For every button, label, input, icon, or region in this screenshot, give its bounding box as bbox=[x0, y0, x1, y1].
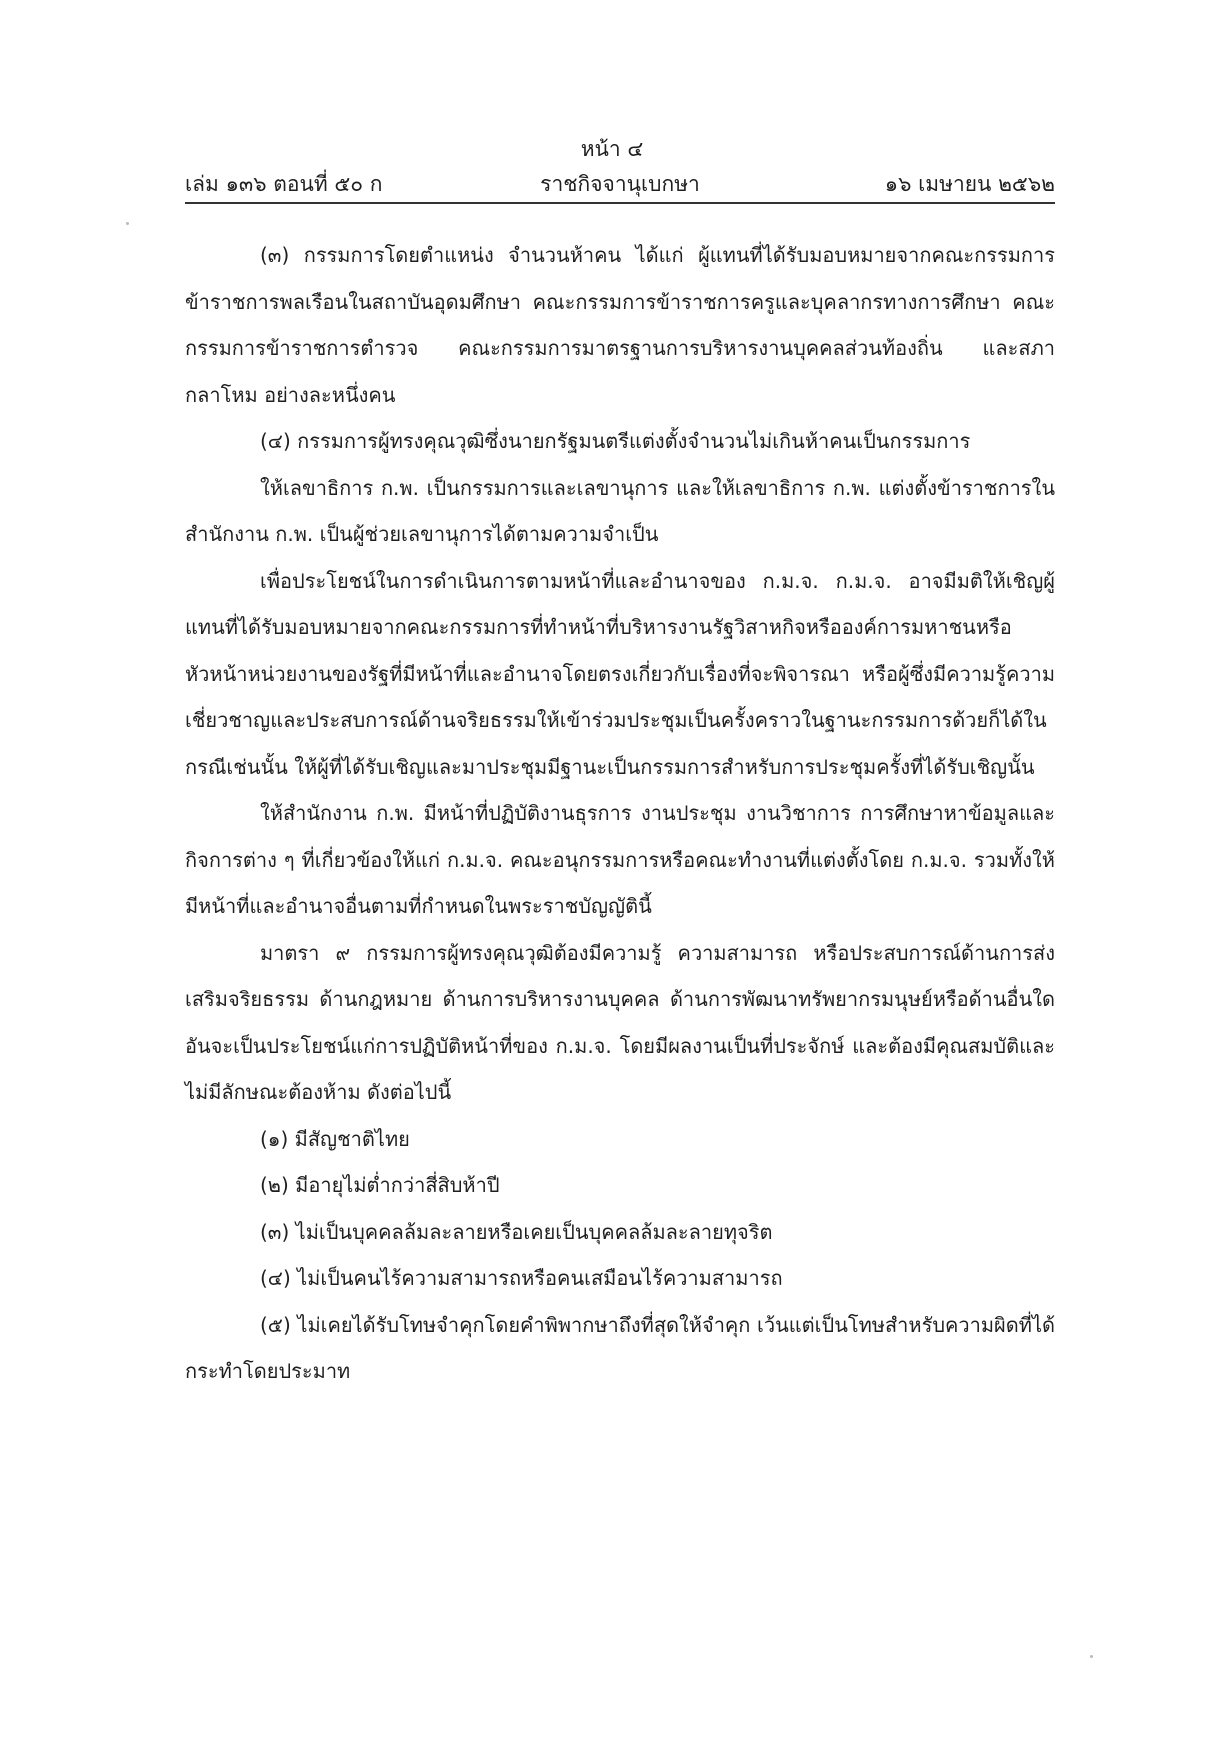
paragraph-office-duties: ให้สำนักงาน ก.พ. มีหน้าที่ปฏิบัติงานธุรการ งานประชุม งานวิชาการ การศึกษาหาข้อมูลและกิจการต่าง ๆ ที่เกี่ยวข้องให้แก่ ก.ม.จ. คณะอนุกรรมการหรือคณะทำงานที่แต่งตั้งโดย ก.ม.จ. รวมทั้งให้มีหน้าที่และอำนาจอื่นตามที่กำหนดในพระราชบัญญัตินี้ bbox=[185, 801, 1055, 918]
paragraph-clause-4: (๔) กรรมการผู้ทรงคุณวุฒิซึ่งนายกรัฐมนตรีแต่งตั้งจำนวนไม่เกินห้าคนเป็นกรรมการ bbox=[260, 429, 971, 453]
list-item-qualification-2: (๒) มีอายุไม่ต่ำกว่าสี่สิบห้าปี bbox=[260, 1173, 500, 1197]
list-item-qualification-4: (๔) ไม่เป็นคนไร้ความสามารถหรือคนเสมือนไร้ความสามารถ bbox=[260, 1266, 783, 1290]
paragraph-secretary: ให้เลขาธิการ ก.พ. เป็นกรรมการและเลขานุการ และให้เลขาธิการ ก.พ. แต่งตั้งข้าราชการในสำนักงาน ก.พ. เป็นผู้ช่วยเลขานุการได้ตามความจำเป็น bbox=[185, 475, 1055, 546]
page-number: หน้า ๔ bbox=[580, 137, 644, 161]
volume-issue: เล่ม ๑๓๖ ตอนที่ ๕๐ ก bbox=[185, 172, 383, 196]
scan-speck bbox=[126, 222, 129, 225]
publication-date: ๑๖ เมษายน ๒๕๖๒ bbox=[884, 172, 1055, 196]
list-item-qualification-3: (๓) ไม่เป็นบุคคลล้มละลายหรือเคยเป็นบุคคลล้มละลายทุจริต bbox=[260, 1219, 773, 1244]
list-item-qualification-1: (๑) มีสัญชาติไทย bbox=[260, 1126, 410, 1151]
header-divider bbox=[185, 202, 1055, 204]
running-header bbox=[185, 168, 1055, 200]
scan-speck bbox=[1090, 1655, 1093, 1658]
paragraph-section-9: มาตรา ๙ กรรมการผู้ทรงคุณวุฒิต้องมีความรู้ ความสามารถ หรือประสบการณ์ด้านการส่งเสริมจริยธรรม ด้านกฎหมาย ด้านการบริหารงานบุคคล ด้านการพัฒนาทรัพยากรมนุษย์หรือด้านอื่นใดอันจะเป็นประโยชน์แก่การปฏิบัติหน้าที่ของ ก.ม.จ. โดยมีผลงานเป็นที่ประจักษ์ และต้องมีคุณสมบัติและไม่มีลักษณะต้องห้าม ดังต่อไปนี้ bbox=[185, 940, 1055, 1104]
paragraph-invite-representatives: เพื่อประโยชน์ในการดำเนินการตามหน้าที่และอำนาจของ ก.ม.จ. ก.ม.จ. อาจมีมติให้เชิญผู้แทนที่ได้รับมอบหมายจากคณะกรรมการที่ทำหน้าที่บริหารงานรัฐวิสาหกิจหรือองค์การมหาชนหรือหัวหน้าหน่วยงานของรัฐที่มีหน้าที่และอำนาจโดยตรงเกี่ยวกับเรื่องที่จะพิจารณา หรือผู้ซึ่งมีความรู้ความเชี่ยวชาญและประสบการณ์ด้านจริยธรรมให้เข้าร่วมประชุมเป็นครั้งคราวในฐานะกรรมการด้วยก็ได้ในกรณีเช่นนั้น ให้ผู้ที่ได้รับเชิญและมาประชุมมีฐานะเป็นกรรมการสำหรับการประชุมครั้งที่ได้รับเชิญนั้น bbox=[185, 568, 1055, 779]
list-item-qualification-5: (๕) ไม่เคยได้รับโทษจำคุกโดยคำพิพากษาถึงที่สุดให้จำคุก เว้นแต่เป็นโทษสำหรับความผิดที่ได้กระทำโดยประมาท bbox=[185, 1312, 1055, 1383]
paragraph-clause-3: (๓) กรรมการโดยตำแหน่ง จำนวนห้าคน ได้แก่ ผู้แทนที่ได้รับมอบหมายจากคณะกรรมการข้าราชการพลเรือนในสถาบันอุดมศึกษา คณะกรรมการข้าราชการครูและบุคลากรทางการศึกษา คณะกรรมการข้าราชการตำรวจ คณะกรรมการมาตรฐานการบริหารงานบุคคลส่วนท้องถิ่น และสภากลาโหม อย่างละหนึ่งคน bbox=[185, 243, 1055, 407]
document-body bbox=[185, 232, 1055, 1395]
publication-name: ราชกิจจานุเบกษา bbox=[540, 172, 700, 196]
